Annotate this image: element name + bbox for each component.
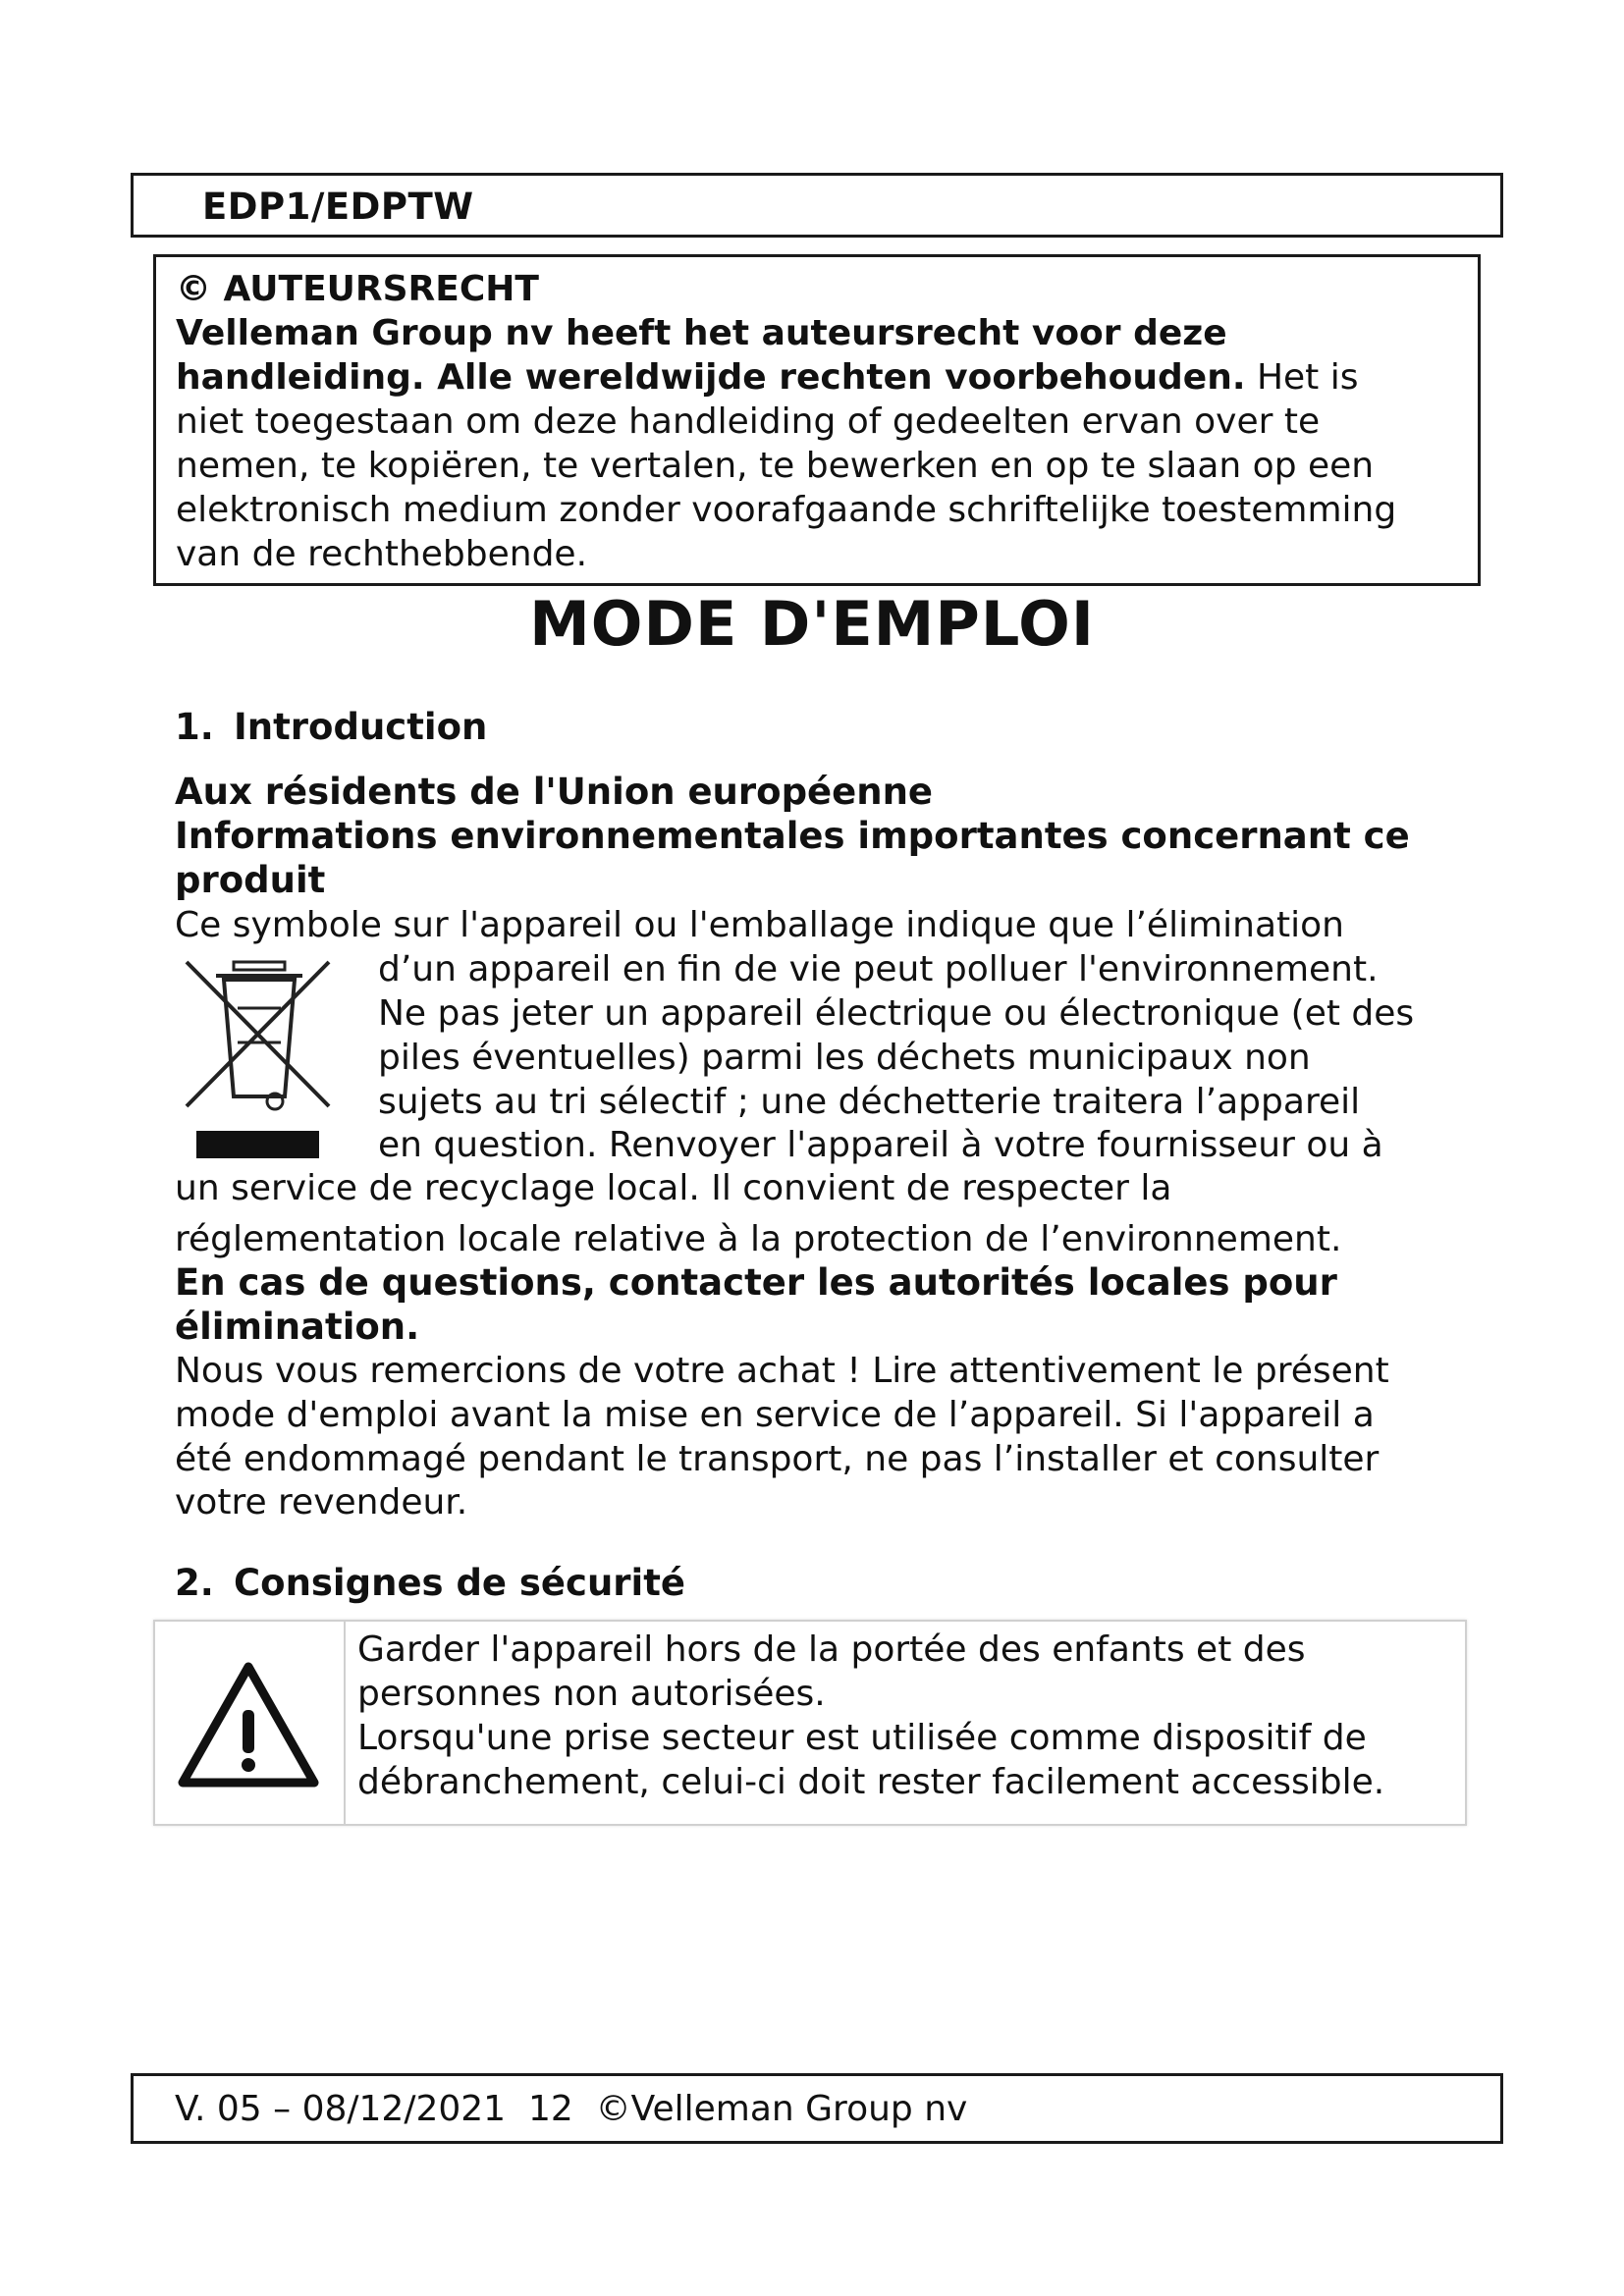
paragraph-line: piles éventuelles) parmi les déchets municipaux non [378, 1038, 1311, 1078]
section-number: 2. [175, 1562, 214, 1604]
weee-recycling-icon [177, 954, 339, 1165]
sub-heading: Aux résidents de l'Union européenne [175, 771, 934, 813]
footer-text: V. 05 – 08/12/2021 12 ©Velleman Group nv [175, 2089, 968, 2129]
paragraph-line: mode d'emploi avant la mise en service de l’appareil. Si l'appareil a [175, 1395, 1375, 1435]
section-title: Introduction [234, 706, 488, 748]
sub-heading: produit [175, 859, 326, 901]
footer-box [131, 2073, 1503, 2144]
copyright-line: elektronisch medium zonder voorafgaande schriftelijke toestemming [176, 490, 1397, 530]
section-heading-introduction [175, 705, 487, 750]
sub-heading: Informations environnementales importantes concernant ce [175, 815, 1410, 857]
paragraph-line: Nous vous remercions de votre achat ! Lire attentivement le présent [175, 1351, 1389, 1391]
section-heading-safety [175, 1561, 685, 1606]
bold-note: En cas de questions, contacter les autorités locales pour [175, 1261, 1337, 1304]
paragraph-line: réglementation locale relative à la protection de l’environnement. [175, 1219, 1342, 1259]
warning-line: Lorsqu'une prise secteur est utilisée comme dispositif de [357, 1718, 1367, 1758]
header-box [131, 173, 1503, 238]
copyright-line [176, 355, 1458, 400]
paragraph-line: votre revendeur. [175, 1482, 468, 1522]
paragraph-line: d’un appareil en fin de vie peut polluer l'environnement. [378, 949, 1379, 989]
paragraph-line: un service de recyclage local. Il convient de respecter la [175, 1168, 1172, 1208]
safety-warning-box [153, 1620, 1467, 1826]
section-title: Consignes de sécurité [234, 1562, 686, 1604]
section-number: 1. [175, 706, 214, 748]
bold-note: élimination. [175, 1306, 420, 1348]
paragraph-line: été endommagé pendant le transport, ne pas l’installer et consulter [175, 1439, 1380, 1479]
copyright-title: © AUTEURSRECHT [176, 269, 539, 309]
paragraph-line: sujets au tri sélectif ; une déchetterie traitera l’appareil [378, 1082, 1361, 1122]
paragraph-line: Ce symbole sur l'appareil ou l'emballage indique que l’élimination [175, 905, 1344, 945]
warning-line: débranchement, celui-ci doit rester facilement accessible. [357, 1762, 1385, 1802]
copyright-box [153, 254, 1481, 586]
copyright-line: van de rechthebbende. [176, 534, 588, 574]
copyright-line: niet toegestaan om deze handleiding of gedeelten ervan over te [176, 401, 1321, 442]
copyright-line: nemen, te kopiëren, te vertalen, te bewerken en op te slaan op een [176, 446, 1375, 486]
warning-line: Garder l'appareil hors de la portée des enfants et des [357, 1629, 1306, 1670]
copyright-line: Velleman Group nv heeft het auteursrecht voor deze [176, 313, 1227, 353]
copyright-bold-text: handleiding. Alle wereldwijde rechten voorbehouden. [176, 357, 1246, 398]
warning-line: personnes non autorisées. [357, 1674, 826, 1714]
paragraph-line: Ne pas jeter un appareil électrique ou électronique (et des [378, 993, 1415, 1034]
model-title: EDP1/EDPTW [202, 186, 474, 228]
warning-divider [344, 1622, 346, 1824]
page-title: MODE D'EMPLOI [529, 588, 1095, 660]
paragraph-line: en question. Renvoyer l'appareil à votre fournisseur ou à [378, 1125, 1383, 1165]
copyright-normal-text: Het is [1245, 357, 1359, 398]
warning-triangle-icon [175, 1659, 322, 1791]
